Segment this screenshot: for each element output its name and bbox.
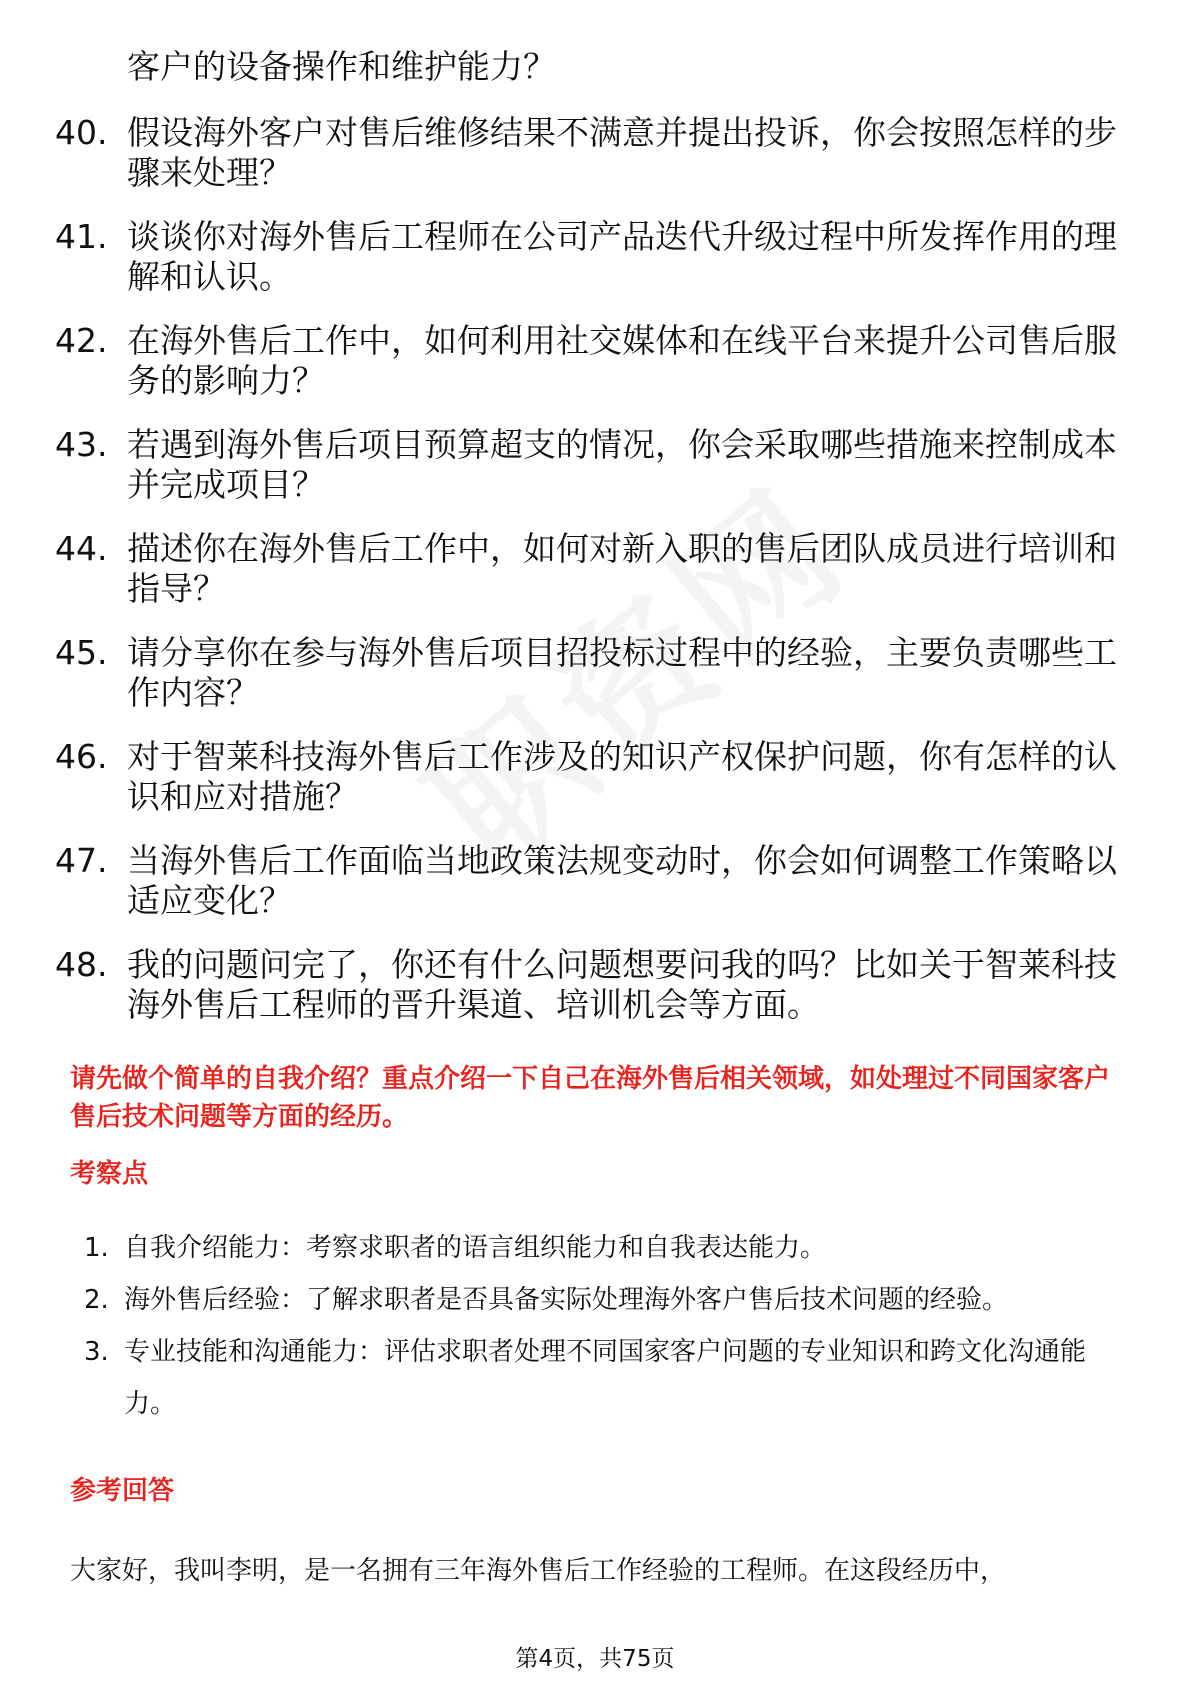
question-number: 48.: [55, 945, 108, 984]
question-number: 47.: [55, 841, 108, 880]
question-text: 当海外售后工作面临当地政策法规变动时，你会如何调整工作策略以适应变化？: [127, 841, 1117, 920]
question-text: 对于智莱科技海外售后工作涉及的知识产权保护问题，你有怎样的认识和应对措施？: [127, 737, 1117, 816]
point-item: [84, 1326, 1114, 1430]
question-item: [55, 633, 1125, 713]
point-number: 3.: [84, 1337, 109, 1367]
point-item: [84, 1274, 1114, 1326]
question-number: 40.: [55, 113, 108, 152]
point-text: 自我介绍能力：考察求职者的语言组织能力和自我表达能力。: [124, 1233, 827, 1263]
point-item: [84, 1222, 1114, 1274]
point-number: 2.: [84, 1285, 109, 1315]
question-item: [55, 321, 1125, 401]
question-item: [55, 841, 1125, 921]
question-number: 41.: [55, 217, 108, 256]
question-text: 我的问题问完了，你还有什么问题想要问我的吗？比如关于智莱科技海外售后工程师的晋升渠道、培训机会等方面。: [127, 945, 1117, 1024]
intro-question-heading: 请先做个简单的自我介绍？重点介绍一下自己在海外售后相关领域，如处理过不同国家客户售后技术问题等方面的经历。: [70, 1064, 1111, 1132]
question-number: 43.: [55, 425, 108, 464]
question-number: 42.: [55, 321, 108, 360]
points-section-title: 考察点: [70, 1159, 149, 1189]
question-item: [55, 529, 1125, 609]
point-text: 海外售后经验：了解求职者是否具备实际处理海外客户售后技术问题的经验。: [124, 1285, 1009, 1315]
question-item: [55, 425, 1125, 505]
question-text: 若遇到海外售后项目预算超支的情况，你会采取哪些措施来控制成本并完成项目？: [127, 425, 1117, 504]
question-number: 46.: [55, 737, 108, 776]
question-text: 在海外售后工作中，如何利用社交媒体和在线平台来提升公司售后服务的影响力？: [127, 321, 1117, 400]
point-number: 1.: [84, 1233, 109, 1263]
question-number: 44.: [55, 529, 108, 568]
question-text: 描述你在海外售后工作中，如何对新入职的售后团队成员进行培训和指导？: [127, 529, 1117, 608]
points-list: [84, 1222, 1114, 1430]
question-text: 假设海外客户对售后维修结果不满意并提出投诉，你会按照怎样的步骤来处理？: [127, 113, 1117, 192]
question-text: 请分享你在参与海外售后项目招投标过程中的经验，主要负责哪些工作内容？: [127, 633, 1117, 712]
question-item: [55, 47, 1125, 87]
question-item: [55, 113, 1125, 193]
answer-section-title: 参考回答: [70, 1476, 175, 1506]
question-item: [55, 737, 1125, 817]
question-item: [55, 217, 1125, 297]
question-item: [55, 945, 1125, 1025]
answer-text: 大家好，我叫李明，是一名拥有三年海外售后工作经验的工程师。在这段经历中，: [70, 1556, 1007, 1586]
question-text: 客户的设备操作和维护能力？: [127, 47, 556, 86]
point-text: 专业技能和沟通能力：评估求职者处理不同国家客户问题的专业知识和跨文化沟通能力。: [124, 1337, 1087, 1419]
page-footer: 第4页，共75页: [515, 1646, 675, 1672]
question-text: 谈谈你对海外售后工程师在公司产品迭代升级过程中所发挥作用的理解和认识。: [127, 217, 1117, 296]
question-list: [55, 47, 1125, 1049]
question-number: 45.: [55, 633, 108, 672]
